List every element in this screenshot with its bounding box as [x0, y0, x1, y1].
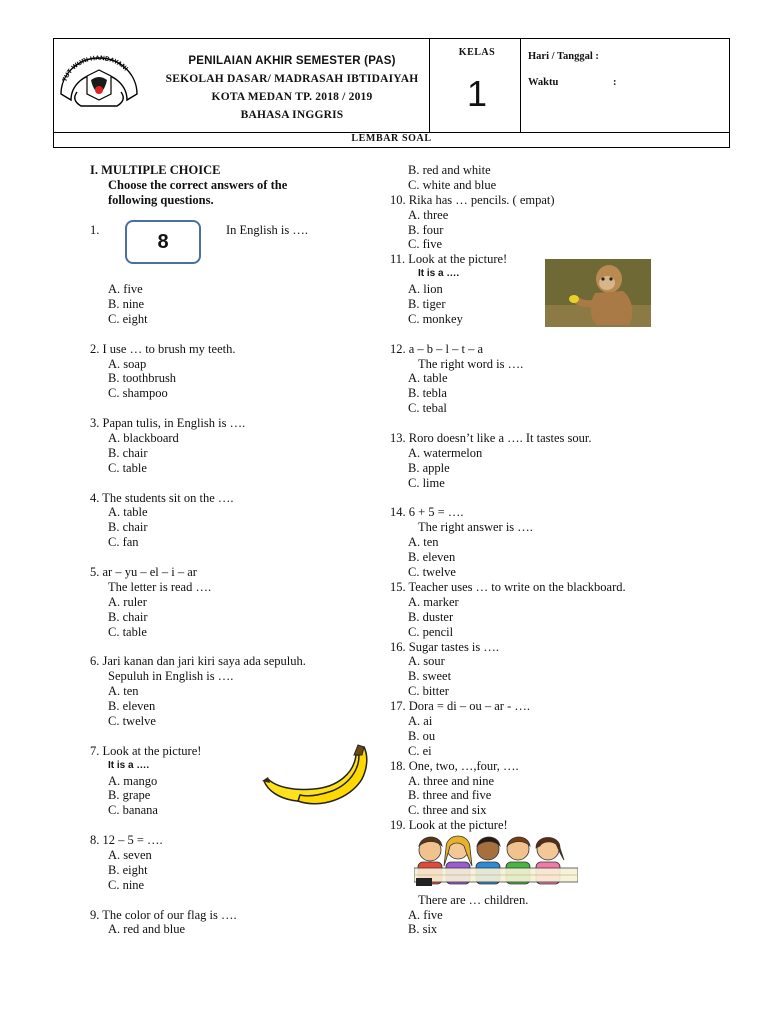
question-number: 1. — [90, 222, 100, 237]
waktu-colon: : — [613, 77, 617, 88]
title-line: KOTA MEDAN TP. 2018 / 2019 — [211, 91, 373, 103]
question-subtext: It is a …. — [108, 759, 150, 771]
waktu-row — [528, 77, 617, 88]
option: C. shampoo — [108, 386, 168, 401]
option: A. mango — [108, 773, 158, 788]
option: A. ten — [108, 684, 139, 699]
option: B. three and five — [408, 788, 492, 803]
exam-title — [142, 52, 442, 124]
question-7: 7. Look at the picture! — [90, 743, 202, 758]
exam-header — [53, 38, 730, 148]
option: C. table — [108, 624, 147, 639]
question-subtext: The right answer is …. — [418, 520, 533, 535]
option: B. toothbrush — [108, 371, 177, 386]
question-6: 6. Jari kanan dan jari kiri saya ada sepuluh. — [90, 654, 306, 669]
children-reading-image — [414, 832, 578, 890]
option: B. apple — [408, 460, 450, 475]
instruction: Choose the correct answers of the — [108, 177, 288, 192]
question-2: 2. I use … to brush my teeth. — [90, 341, 236, 356]
option: B. four — [408, 222, 444, 237]
section-title: I. MULTIPLE CHOICE — [90, 163, 221, 177]
option: A. five — [408, 907, 443, 922]
question-subtext: It is a …. — [418, 268, 460, 280]
left-column — [90, 163, 306, 937]
question-4: 4. The students sit on the …. — [90, 490, 234, 505]
svg-text:TUT WURI HANDAYANI: TUT WURI HANDAYANI — [61, 54, 129, 83]
option: A. soap — [108, 356, 147, 371]
option: C. nine — [108, 877, 145, 892]
question-subtext: There are … children. — [418, 892, 529, 907]
option: A. table — [408, 371, 448, 386]
option: B. tiger — [408, 297, 446, 312]
option: B. ou — [408, 728, 436, 743]
question-19: 19. Look at the picture! — [390, 818, 508, 833]
title-line: PENILAIAN AKHIR SEMESTER (PAS) — [188, 55, 396, 67]
question-18: 18. One, two, …,four, …. — [390, 758, 519, 773]
option: C. monkey — [408, 311, 463, 326]
option: C. five — [408, 237, 443, 252]
option: B. tebla — [408, 386, 447, 401]
option: A. ai — [408, 713, 433, 728]
question-10: 10. Rika has … pencils. ( empat) — [390, 192, 555, 207]
kelas-label: KELAS — [458, 47, 496, 58]
option: B. chair — [108, 445, 148, 460]
option: B. duster — [408, 609, 454, 624]
question-17: 17. Dora = di – ou – ar - …. — [390, 699, 531, 714]
question-subtext: The right word is …. — [418, 356, 524, 371]
tut-wuri-handayani-logo — [57, 50, 141, 110]
option: C. twelve — [108, 713, 156, 728]
option: B. sweet — [408, 669, 452, 684]
kelas-value: 1 — [466, 73, 488, 114]
question-14: 14. 6 + 5 = …. — [390, 505, 464, 520]
lembar-soal-label: LEMBAR SOAL — [351, 133, 432, 144]
question-subtext: Sepuluh in English is …. — [108, 669, 234, 684]
option: A. blackboard — [108, 431, 179, 446]
instruction: following questions. — [108, 192, 214, 207]
option: B. grape — [108, 788, 151, 803]
option: B. red and white — [408, 163, 491, 177]
option: A. three — [408, 207, 449, 222]
question-5: 5. ar – yu – el – i – ar — [90, 565, 197, 580]
question-15: 15. Teacher uses … to write on the blackboard. — [390, 579, 626, 594]
monkey-image — [545, 259, 651, 327]
option: C. twelve — [408, 565, 456, 580]
option: A. watermelon — [408, 445, 483, 460]
option: A. seven — [108, 847, 152, 862]
option: C. banana — [108, 803, 158, 818]
option: A. five — [108, 282, 143, 297]
option: A. three and nine — [408, 773, 495, 788]
option: C. ei — [408, 743, 432, 758]
option: B. nine — [108, 297, 145, 312]
question-13: 13. Roro doesn’t like a …. It tastes sour. — [390, 431, 592, 446]
question-9: 9. The color of our flag is …. — [90, 907, 237, 922]
number-eight-box: 8 — [125, 220, 201, 264]
option: C. bitter — [408, 684, 449, 699]
option: B. eight — [108, 862, 148, 877]
option: B. eleven — [108, 699, 156, 714]
question-12: 12. a – b – l – t – a — [390, 341, 484, 356]
title-line: BAHASA INGGRIS — [240, 109, 344, 121]
option: B. six — [408, 922, 438, 937]
option: A. marker — [408, 594, 459, 609]
hari-tanggal-label: Hari / Tanggal : — [528, 51, 599, 62]
option: A. red and blue — [108, 922, 186, 937]
option: C. white and blue — [408, 177, 497, 192]
question-subtext: The letter is read …. — [108, 579, 212, 594]
question-11: 11. Look at the picture! — [390, 252, 508, 267]
option: C. three and six — [408, 803, 487, 818]
option: B. chair — [108, 609, 148, 624]
option: C. pencil — [408, 624, 454, 639]
option: C. tebal — [408, 401, 447, 416]
question-16: 16. Sugar tastes is …. — [390, 639, 500, 654]
divider — [520, 39, 521, 132]
option: A. sour — [408, 654, 445, 669]
option: B. eleven — [408, 550, 456, 565]
option: B. chair — [108, 520, 148, 535]
question-stem: In English is …. — [226, 222, 308, 237]
option: C. fan — [108, 535, 139, 550]
banana-image — [258, 743, 370, 811]
option: C. eight — [108, 311, 148, 326]
option: A. ruler — [108, 594, 147, 609]
question-8: 8. 12 – 5 = …. — [90, 833, 163, 848]
option: C. table — [108, 460, 147, 475]
option: C. lime — [408, 475, 445, 490]
question-3: 3. Papan tulis, in English is …. — [90, 416, 246, 431]
option: A. ten — [408, 535, 439, 550]
waktu-label: Waktu — [528, 77, 559, 88]
option: A. lion — [408, 282, 443, 297]
option: A. table — [108, 505, 148, 520]
title-line: SEKOLAH DASAR/ MADRASAH IBTIDAIYAH — [165, 73, 419, 85]
